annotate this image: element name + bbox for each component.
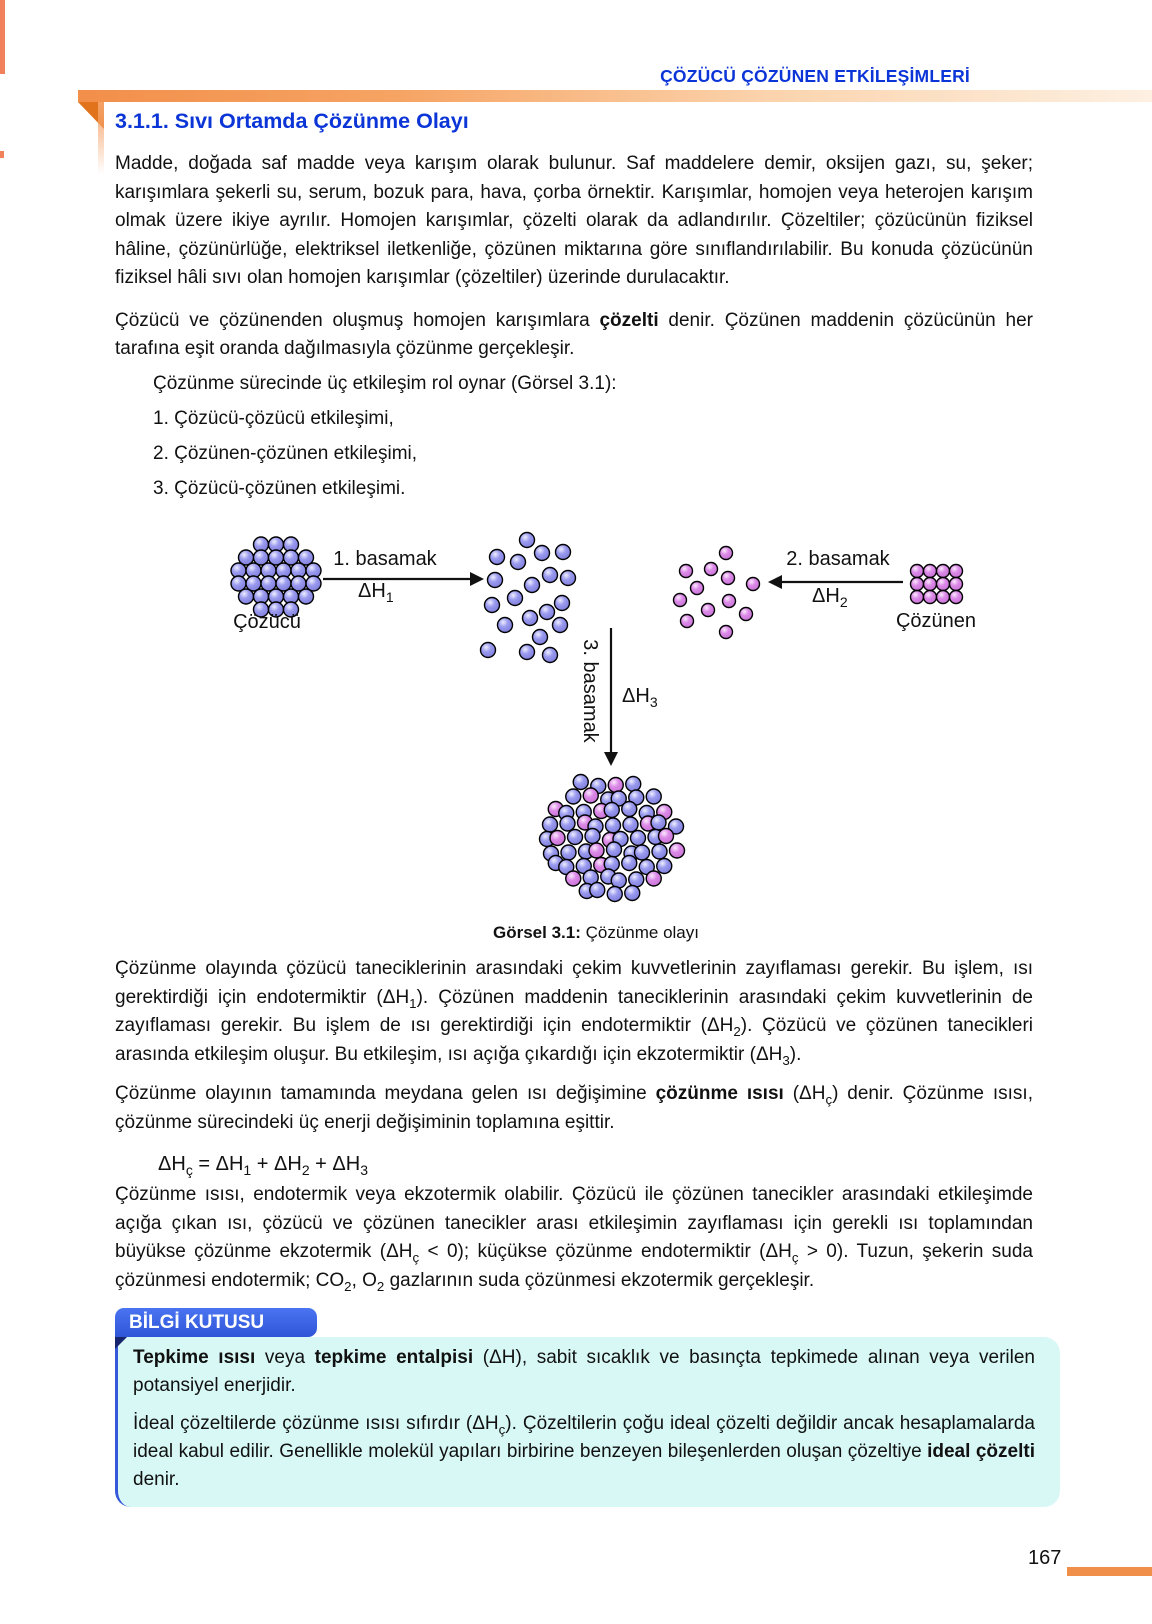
solvent-particle bbox=[543, 648, 558, 663]
solvent-particle bbox=[553, 618, 568, 633]
solute-particle bbox=[680, 565, 693, 578]
solvent-particle bbox=[646, 789, 661, 804]
list-item: 3. Çözücü-çözünen etkileşimi. bbox=[153, 477, 406, 499]
solute-particle bbox=[583, 788, 598, 803]
solute-particle bbox=[566, 871, 581, 886]
solvent-particle bbox=[556, 545, 571, 560]
solvent-particle bbox=[585, 829, 600, 844]
solute-particle bbox=[950, 591, 963, 604]
solvent-particle bbox=[622, 802, 637, 817]
solvent-particle bbox=[239, 589, 254, 604]
solvent-particle bbox=[635, 845, 650, 860]
solvent-particle bbox=[299, 589, 314, 604]
solute-particle bbox=[646, 871, 661, 886]
solvent-particle bbox=[523, 611, 538, 626]
solute-particle bbox=[911, 578, 924, 591]
solvent-particle bbox=[561, 845, 576, 860]
solute-particle bbox=[950, 565, 963, 578]
solute-particle bbox=[911, 565, 924, 578]
list-item: 1. Çözücü-çözücü etkileşimi, bbox=[153, 407, 394, 429]
side-accent-fade bbox=[98, 102, 104, 174]
solvent-particle bbox=[511, 555, 526, 570]
solute-label: Çözünen bbox=[895, 610, 977, 632]
solvent-particle bbox=[560, 816, 575, 831]
solvent-particle bbox=[631, 831, 646, 846]
text-column bbox=[115, 108, 1033, 1507]
solute-particle bbox=[950, 578, 963, 591]
page-number: 167 bbox=[1028, 1547, 1062, 1569]
solvent-particle bbox=[625, 886, 640, 901]
step1-enthalpy: $\Delta H_1$ bbox=[358, 580, 394, 605]
solute-particle bbox=[681, 615, 694, 628]
solvent-particle bbox=[607, 887, 622, 902]
solute-particle bbox=[674, 594, 687, 607]
solvent-particle bbox=[622, 856, 637, 871]
solvent-particle-cluster bbox=[231, 537, 321, 617]
solute-particle bbox=[924, 565, 937, 578]
solute-particle bbox=[924, 591, 937, 604]
solvent-particle bbox=[607, 842, 622, 857]
solute-particle bbox=[550, 831, 565, 846]
section-title: 3.1.1. Sıvı Ortamda Çözünme Olayı bbox=[115, 109, 469, 133]
dissolution-figure bbox=[115, 505, 1033, 955]
solute-particle bbox=[720, 547, 733, 560]
solute-particle bbox=[723, 595, 736, 608]
left-edge-accent-bar bbox=[0, 0, 5, 74]
info-box-notch bbox=[115, 1337, 127, 1349]
solute-particle bbox=[937, 591, 950, 604]
solute-particle bbox=[589, 843, 604, 858]
figure-caption: Görsel 3.1: Çözünme olayı bbox=[493, 923, 699, 942]
solute-particle bbox=[659, 829, 674, 844]
enthalpy-formula: $\Delta H_ç = \Delta H_1 + \Delta H_2 + \Delta H_3$ bbox=[158, 1153, 369, 1178]
step2-label: 2. basamak bbox=[786, 548, 890, 570]
solvent-particle bbox=[629, 872, 644, 887]
solvent-particle bbox=[508, 591, 523, 606]
solvent-particle bbox=[606, 818, 621, 833]
step1-label: 1. basamak bbox=[333, 548, 437, 570]
paragraph-solution-definition: Çözücü ve çözünenden oluşmuş homojen karışımlara çözelti denir. Çözünen maddenin çözücünün her tarafına eşit oranda dağılmasıyla çözünme gerçekleşir. bbox=[115, 309, 1033, 359]
left-edge-accent-dot bbox=[0, 151, 4, 158]
solute-particle bbox=[740, 608, 753, 621]
solvent-particle bbox=[540, 605, 555, 620]
footer-accent-bar bbox=[1067, 1567, 1152, 1576]
solute-particle bbox=[670, 843, 685, 858]
step2-arrowhead bbox=[768, 575, 782, 589]
solvent-particle bbox=[481, 643, 496, 658]
solute-particle bbox=[911, 591, 924, 604]
solute-particle-grid bbox=[911, 565, 963, 604]
solvent-particle bbox=[561, 571, 576, 586]
solute-particle bbox=[924, 578, 937, 591]
info-box-tab: BİLGİ KUTUSU bbox=[115, 1308, 317, 1337]
solute-particle bbox=[720, 626, 733, 639]
solvent-particle bbox=[533, 630, 548, 645]
solvent-label: Çözücü bbox=[233, 611, 301, 633]
top-accent-bar bbox=[78, 90, 1152, 102]
paragraph-exo-endo: Çözünme ısısı, endotermik veya ekzotermik olabilir. Çözücü ile çözünen tanecikler arasındaki etkileşimde açığa çıkan ısı, çözücü ve çözünen tanecikler arası etkileşimin zayıflaması için gerekli ısı toplamından büyükse çözünme ekzotermik $(\Delta H_ç < 0)$; küçükse çözünme endotermiktir $(\Delta H_ç > 0)$. Tuzun, şekerin suda çözünmesi endotermik; $CO_2$, $O_2$ gazlarının suda çözünmesi ekzotermik gerçekleşir. bbox=[115, 1184, 1033, 1294]
solvent-particle bbox=[652, 844, 667, 859]
solute-particle bbox=[747, 578, 760, 591]
solvent-particle bbox=[543, 568, 558, 583]
solvent-particle bbox=[657, 859, 672, 874]
solute-particle bbox=[937, 565, 950, 578]
running-header: ÇÖZÜCÜ ÇÖZÜNEN ETKİLEŞİMLERİ bbox=[660, 66, 970, 86]
solute-particle bbox=[691, 582, 704, 595]
solvent-particle bbox=[520, 645, 535, 660]
solute-particle bbox=[608, 778, 623, 793]
solvent-particle bbox=[520, 533, 535, 548]
solvent-particle bbox=[543, 817, 558, 832]
solvent-particle bbox=[525, 578, 540, 593]
step3-enthalpy: $\Delta H_3$ bbox=[622, 685, 658, 710]
paragraph-intro: Madde, doğada saf madde veya karışım olarak bulunur. Saf maddelere demir, oksijen gazı, su, şeker; karışımlara şekerli su, serum, bozuk para, hava, çorba örnektir. Karışımlar, homojen veya heterojen karışım olmak üzere ikiye ayrılır. Homojen karışımlar, çözelti olarak da adlandırılır. Çözeltiler; çözücünün fiziksel hâline, çözünürlüğe, elektriksel iletkenliğe, çözünen miktarına göre sınıflandırılabilir. Bu konuda çözücünün fiziksel hâli sıvı olan homojen karışımlar (çözeltiler) üzerinde durulacaktır. bbox=[115, 153, 1033, 288]
solvent-particle bbox=[566, 789, 581, 804]
solvent-particle bbox=[590, 883, 605, 898]
info-box-paragraph-ideal-solution: İdeal çözeltilerde çözünme ısısı sıfırdır $(\Delta H_ç)$. Çözeltilerin çoğu ideal çözelti değildir ancak hesaplamalarda ideal kabul edilir. Genellikle molekül yapıları birbirine benzeyen bileşenlerden oluşan çözeltiye ideal çözelti denir. bbox=[133, 1412, 1035, 1490]
info-box bbox=[115, 1337, 1060, 1507]
solvent-particle bbox=[485, 598, 500, 613]
solvent-particle bbox=[488, 573, 503, 588]
dispersed-solute-particles bbox=[674, 547, 760, 639]
solvent-particle bbox=[568, 830, 583, 845]
dispersed-solvent-particles bbox=[481, 533, 576, 663]
solute-particle bbox=[702, 604, 715, 617]
list-item: 2. Çözünen-çözünen etkileşimi, bbox=[153, 442, 418, 464]
paragraph-steps-explained: Çözünme olayında çözücü taneciklerinin arasındaki çekim kuvvetlerinin zayıflaması gerekir. Bu işlem, ısı gerektirdiği için endotermiktir $(\Delta H_1)$. Çözünen maddenin taneciklerinin arasındaki çekim kuvvetlerinin de zayıflaması gerekir. Bu işlem de ısı gerektirdiği için endotermiktir $(\Delta H_2)$. Çözücü ve çözünen tanecikleri arasında etkileşim oluşur. Bu etkileşim, ısı açığa çıkardığı için ekzotermiktir $(\Delta H_3)$. bbox=[115, 958, 1033, 1068]
solvent-particle bbox=[573, 775, 588, 790]
solvent-particle bbox=[611, 873, 626, 888]
solvent-particle bbox=[498, 618, 513, 633]
step1-arrowhead bbox=[470, 572, 484, 586]
solvent-particle bbox=[651, 815, 666, 830]
info-box-paragraph-reaction-heat: Tepkime ısısı veya tepkime entalpisi (ΔH), sabit sıcaklık ve basınçta tepkimede alınan veya verilen potansiyel enerjidir. bbox=[133, 1347, 1035, 1396]
solvent-particle bbox=[555, 596, 570, 611]
solvent-particle bbox=[535, 546, 550, 561]
solute-particle bbox=[937, 578, 950, 591]
paragraph-dissolution-heat: Çözünme olayının tamamında meydana gelen ısı değişimine çözünme ısısı $(\Delta H_ç)$ denir. Çözünme ısısı, çözünme sürecindeki üç enerji değişiminin toplamına eşittir. bbox=[115, 1083, 1033, 1133]
solute-particle bbox=[705, 563, 718, 576]
solute-particle bbox=[722, 572, 735, 585]
solvent-particle bbox=[490, 550, 505, 565]
step3-label: 3. basamak bbox=[579, 639, 601, 743]
step3-arrowhead bbox=[604, 752, 618, 766]
solvent-particle bbox=[623, 817, 638, 832]
solvent-particle bbox=[604, 803, 619, 818]
solvent-particle bbox=[626, 777, 641, 792]
step2-enthalpy: $\Delta H_2$ bbox=[812, 585, 848, 610]
solution-mixture-cluster bbox=[540, 775, 685, 902]
paragraph-three-interactions: Çözünme sürecinde üç etkileşim rol oynar (Görsel 3.1): bbox=[153, 372, 617, 394]
